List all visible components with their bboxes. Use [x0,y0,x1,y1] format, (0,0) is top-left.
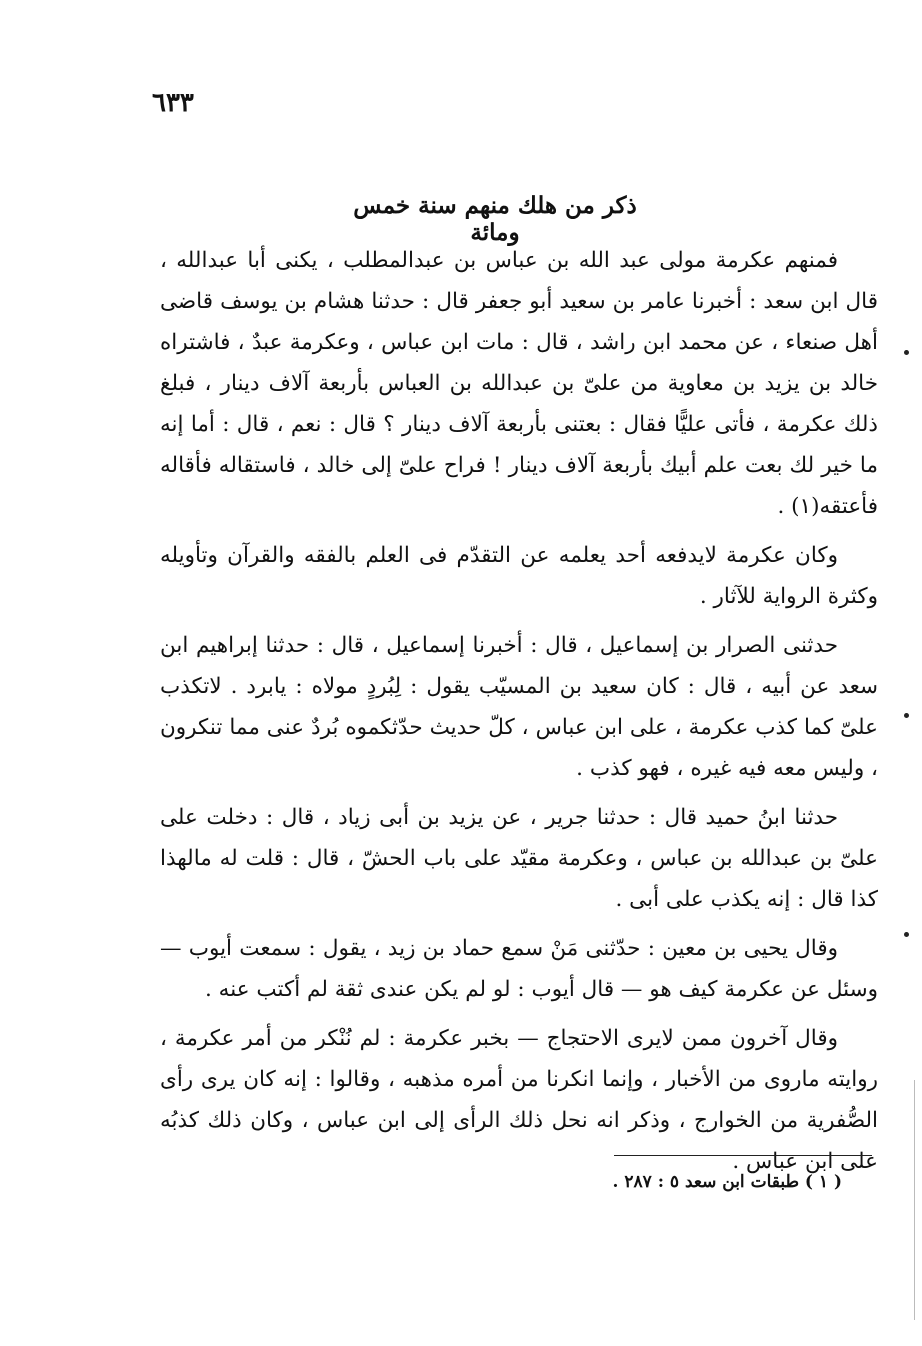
section-heading: ذكر من هلك منهم سنة خمس ومائة [353,192,637,246]
footnote: ( ١ ) طبقات ابن سعد ٥ : ٢٨٧ . [612,1172,842,1192]
paragraph-5: وقال يحيى بن معين : حدّثنى مَنْ سمع حماد بن زيد ، يقول : سمعت أيوب — وسئل عن عكرمة كيف هو — قال أيوب : لو لم يكن عندى ثقة لم أكتب عنه . [160,936,878,1002]
footnote-divider [614,1155,872,1156]
paragraph-4: حدثنا ابنُ حميد قال : حدثنا جرير ، عن يزيد بن أبى زياد ، قال : دخلت على علىّ بن عبدالله بن عباس ، وعكرمة مقيّد على باب الحشّ ، قال : قلت له مالهذا كذا قال : إنه يكذب على أبى . [160,805,878,912]
paragraph-3: حدثنى الصرار بن إسماعيل ، قال : أخبرنا إسماعيل ، قال : حدثنا إبراهيم ابن سعد عن أبيه ، قال : كان سعيد بن المسيّب يقول : لِبُردٍ مولاه : يابرد . لاتكذب علىّ كما كذب عكرمة ، على ابن عباس ، كلّ حديث حدّثكموه بُردٌ عنى مما تنكرون ، وليس معه فيه غيره ، فهو كذب . [160,633,878,781]
paragraph-6: وقال آخرون ممن لايرى الاحتجاج — بخبر عكرمة : لم نُنْكر من أمر عكرمة ، روايته ماروى من الأخبار ، وإنما انكرنا من أمره مذهبه ، وقالوا : إنه كان يرى رأى الصُّفرية من الخوارج ، وذكر انه نحل ذلك الرأى إلى ابن عباس ، وكان ذلك كذبُه على ابن عباس . [160,1026,878,1174]
body-text [160,240,878,1190]
margin-dot [904,932,909,937]
margin-dot [904,713,909,718]
paragraph-1: فمنهم عكرمة مولى عبد الله بن عباس بن عبدالمطلب ، يكنى أبا عبدالله ، قال ابن سعد : أخبرنا عامر بن سعيد أبو جعفر قال : حدثنا هشام بن يوسف قاضى أهل صنعاء ، عن محمد ابن راشد ، قال : مات ابن عباس ، وعكرمة عبدٌ ، فاشتراه خالد بن يزيد بن معاوية من علىّ بن عبدالله بن العباس بأربعة آلاف دينار ، فبلغ ذلك عكرمة ، فأتى عليًّا فقال : بعتنى بأربعة آلاف دينار ؟ قال : نعم ، قال : أما إنه ما خير لك بعت علم أبيك بأربعة آلاف دينار ! فراح علىّ إلى خالد ، فاستقاله فأقاله فأعتقه(١) . [160,248,878,519]
paragraph-2: وكان عكرمة لايدفعه أحد يعلمه عن التقدّم فى العلم بالفقه والقرآن وتأويله وكثرة الرواية للآثار . [160,543,878,609]
page-number: ٦٣٣ [152,88,194,118]
margin-dot [904,350,909,355]
scan-edge [914,1080,915,1320]
